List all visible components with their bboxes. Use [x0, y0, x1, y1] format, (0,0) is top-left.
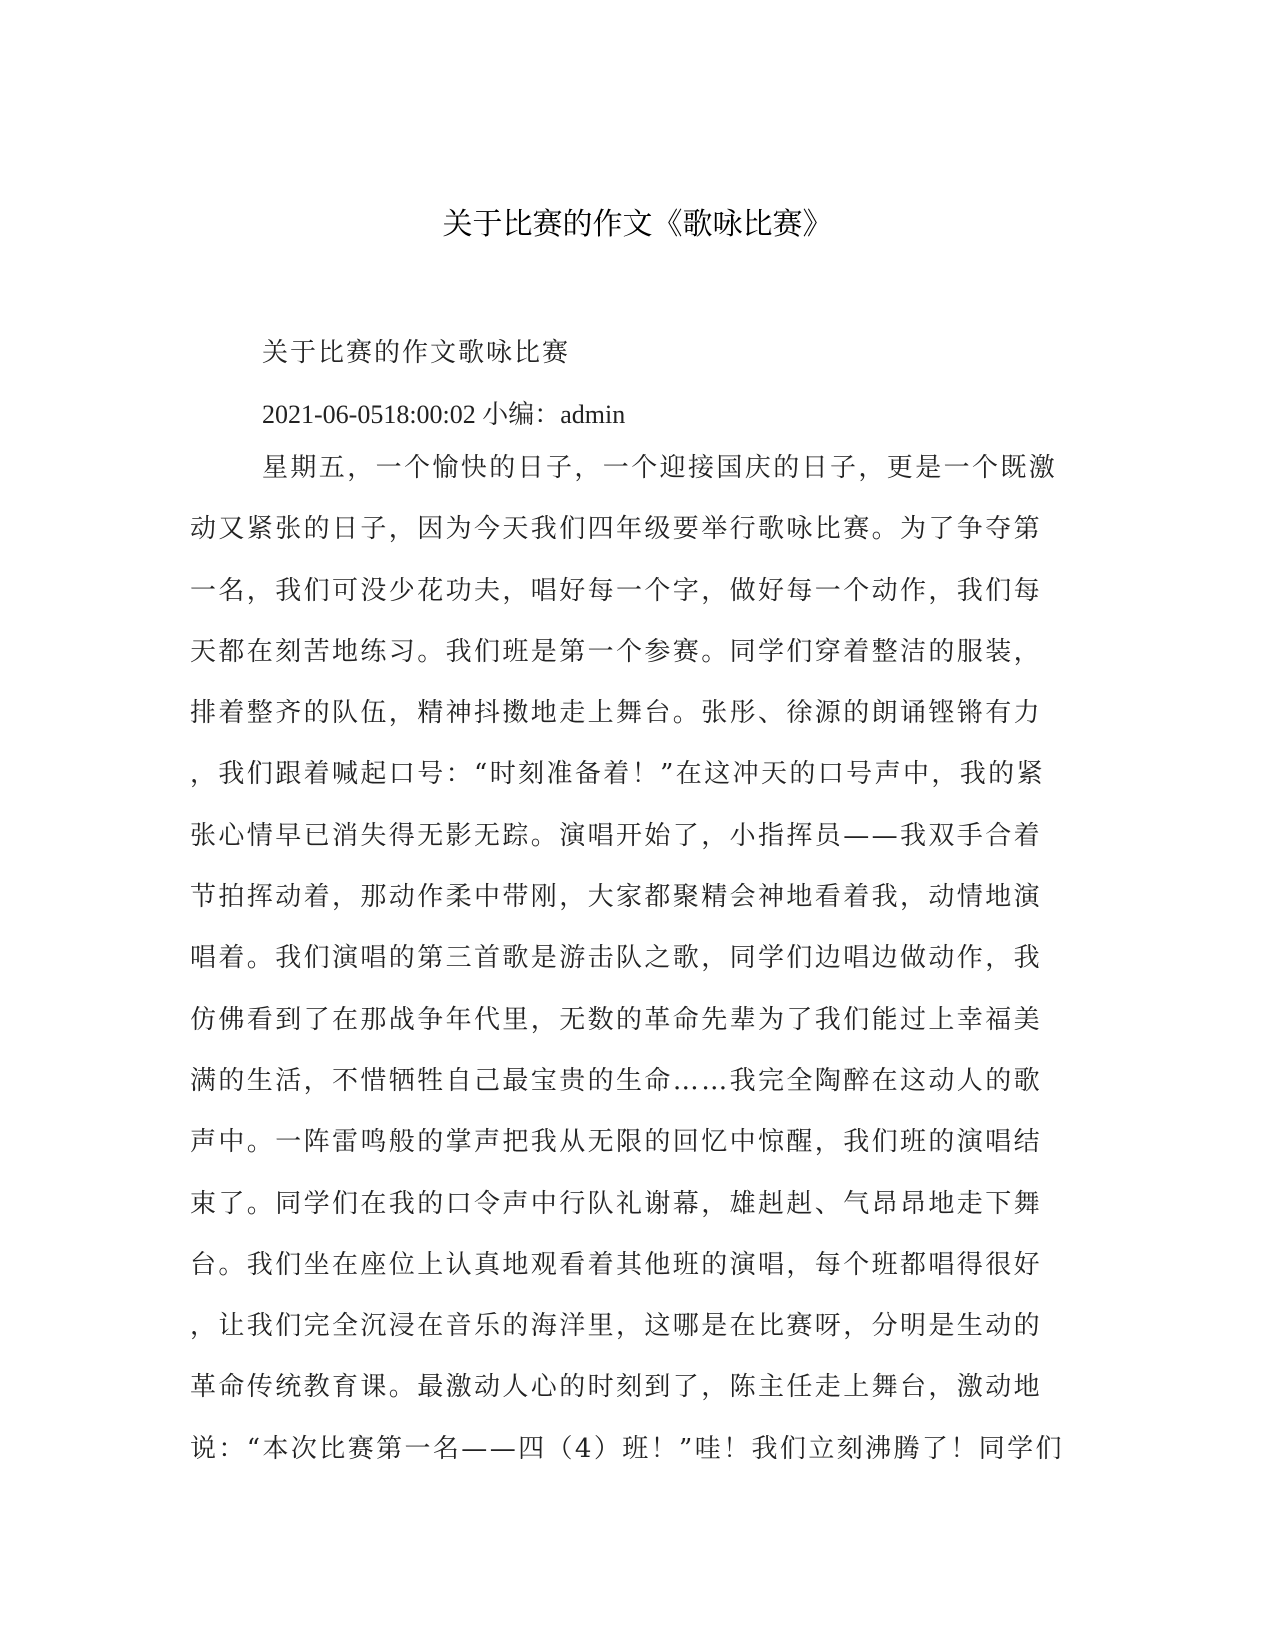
body-line: 束了。同学们在我的口令声中行队礼谢幕，雄赳赳、气昂昂地走下舞	[190, 1188, 1043, 1219]
body-line: ，让我们完全沉浸在音乐的海洋里，这哪是在比赛呀，分明是生动的	[190, 1311, 1043, 1342]
body-line: 排着整齐的队伍，精神抖擞地走上舞台。张彤、徐源的朗诵铿锵有力	[190, 698, 1043, 729]
body-line: 满的生活，不惜牺牲自己最宝贵的生命……我完全陶醉在这动人的歌	[190, 1065, 1043, 1096]
body-line: 一名，我们可没少花功夫，唱好每一个字，做好每一个动作，我们每	[190, 575, 1043, 606]
body-line: 张心情早已消失得无影无踪。演唱开始了，小指挥员——我双手合着	[190, 820, 1043, 851]
body-line: 革命传统教育课。最激动人心的时刻到了，陈主任走上舞台，激动地	[190, 1372, 1043, 1403]
body-line: 星期五，一个愉快的日子，一个迎接国庆的日子，更是一个既激	[262, 453, 1058, 483]
body-line: 节拍挥动着，那动作柔中带刚，大家都聚精会神地看着我，动情地演	[190, 882, 1043, 913]
body-line: ，我们跟着喊起口号：“时刻准备着！”在这冲天的口号声中，我的紧	[190, 759, 1045, 790]
document-meta: 2021-06-0518:00:02 小编：admin	[262, 400, 626, 429]
document-subtitle: 关于比赛的作文歌咏比赛	[262, 338, 571, 368]
document-title: 关于比赛的作文《歌咏比赛》	[442, 207, 833, 242]
document-body	[190, 450, 1074, 1492]
body-line: 说：“本次比赛第一名——四（4）班！”哇！我们立刻沸腾了！同学们	[190, 1433, 1064, 1464]
body-line: 台。我们坐在座位上认真地观看着其他班的演唱，每个班都唱得很好	[190, 1249, 1043, 1280]
body-line: 动又紧张的日子，因为今天我们四年级要举行歌咏比赛。为了争夺第	[190, 514, 1043, 545]
body-line: 声中。一阵雷鸣般的掌声把我从无限的回忆中惊醒，我们班的演唱结	[190, 1127, 1043, 1158]
body-line: 仿佛看到了在那战争年代里，无数的革命先辈为了我们能过上幸福美	[190, 1004, 1043, 1035]
body-line: 天都在刻苦地练习。我们班是第一个参赛。同学们穿着整洁的服装，	[190, 636, 1043, 667]
body-line: 唱着。我们演唱的第三首歌是游击队之歌，同学们边唱边做动作，我	[190, 943, 1043, 974]
